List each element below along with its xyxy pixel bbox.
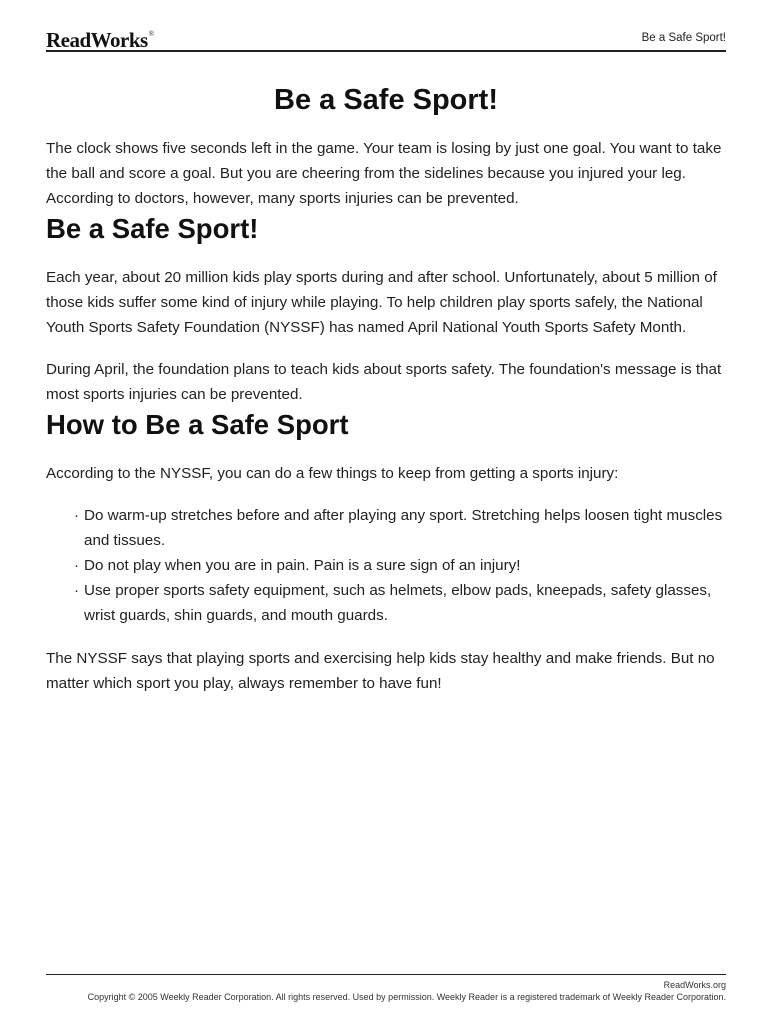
list-item-text: Do not play when you are in pain. Pain is a sure sign of an injury! — [84, 557, 521, 574]
bullet-marker: · — [74, 557, 80, 574]
tips-list — [46, 503, 726, 628]
page-header — [46, 24, 726, 52]
list-item — [74, 578, 726, 628]
copyright-notice: Copyright © 2005 Weekly Reader Corporation. All rights reserved. Used by permission. Weekly Reader is a registered trademark of Weekly Reader Corporation. — [87, 992, 726, 1002]
header-document-title: Be a Safe Sport! — [641, 32, 726, 44]
article-body — [46, 80, 726, 696]
section-paragraph: According to the NYSSF, you can do a few things to keep from getting a sports injury: — [46, 465, 619, 482]
page-footer — [46, 974, 726, 1003]
section-paragraph: During April, the foundation plans to teach kids about sports safety. The foundation's message is that most sports injuries can be prevented. — [46, 361, 722, 403]
closing-paragraph: The NYSSF says that playing sports and exercising help kids stay healthy and make friends. But no matter which sport you play, always remember to have fun! — [46, 650, 715, 692]
section-paragraph: Each year, about 20 million kids play sports during and after school. Unfortunately, about 5 million of those kids suffer some kind of injury while playing. To help children play sports safely, the National Youth Sports Safety Foundation (NYSSF) has named April National Youth Sports Safety Month. — [46, 269, 717, 336]
list-item — [74, 503, 726, 553]
list-item-text: Do warm-up stretches before and after playing any sport. Stretching helps loosen tight muscles and tissues. — [84, 507, 723, 549]
intro-paragraph: The clock shows five seconds left in the game. Your team is losing by just one goal. You want to take the ball and score a goal. But you are cheering from the sidelines because you injured your leg. According to doctors, however, many sports injuries can be prevented. — [46, 140, 722, 207]
readworks-logo — [46, 28, 154, 53]
list-item-text: Use proper sports safety equipment, such as helmets, elbow pads, kneepads, safety glasses, wrist guards, shin guards, and mouth guards. — [84, 582, 712, 624]
section-heading-how-to: How to Be a Safe Sport — [46, 409, 349, 440]
page-title: Be a Safe Sport! — [274, 84, 498, 116]
logo-text: ReadWorks — [46, 28, 148, 52]
list-item — [74, 553, 726, 578]
bullet-marker: · — [74, 582, 80, 599]
bullet-marker: · — [74, 507, 80, 524]
registered-mark: ® — [148, 30, 154, 38]
section-heading-safe-sport: Be a Safe Sport! — [46, 213, 259, 244]
footer-site-link[interactable]: ReadWorks.org — [663, 980, 726, 990]
